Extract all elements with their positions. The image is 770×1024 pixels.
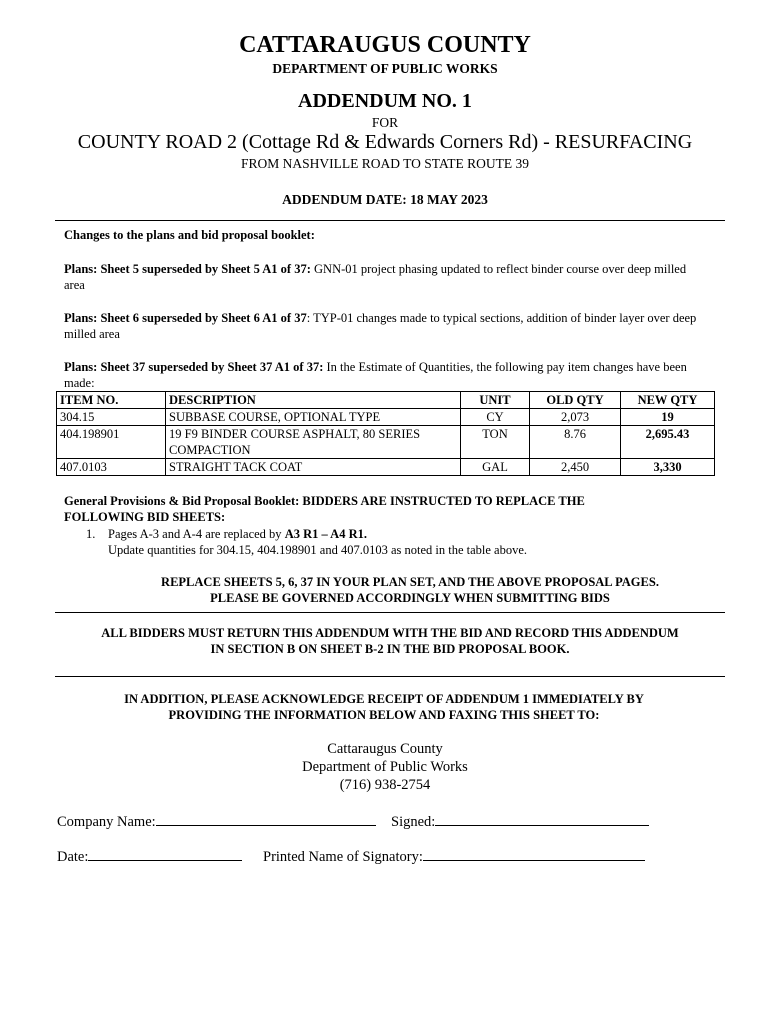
cell-description: 19 F9 BINDER COURSE ASPHALT, 80 SERIES COMPACTION: [166, 426, 461, 459]
project-limits: FROM NASHVILLE ROAD TO STATE ROUTE 39: [241, 156, 529, 171]
table-row: [57, 426, 715, 459]
cell-item: 304.15: [57, 409, 166, 426]
change-item-sheet5: [64, 261, 704, 293]
cell-item: 404.198901: [57, 426, 166, 459]
cell-unit: CY: [461, 409, 530, 426]
cell-unit: GAL: [461, 459, 530, 476]
change-item-text: : TYP-01 changes made to typical sections, addition of binder layer over deep milled area: [64, 311, 697, 341]
column-header-new-qty: NEW QTY: [621, 392, 715, 409]
date-line[interactable]: [88, 848, 242, 861]
column-header-item: ITEM NO.: [57, 392, 166, 409]
acknowledge-line1: IN ADDITION, PLEASE ACKNOWLEDGE RECEIPT OF ADDENDUM 1 IMMEDIATELY BY: [124, 692, 644, 706]
company-name-field[interactable]: [57, 813, 376, 831]
return-notice-line2: IN SECTION B ON SHEET B-2 IN THE BID PROPOSAL BOOK.: [210, 642, 570, 656]
signed-label: Signed:: [391, 814, 436, 830]
contact-name: Cattaraugus County: [327, 741, 443, 757]
printed-name-line[interactable]: [423, 848, 645, 861]
signed-line[interactable]: [435, 813, 649, 826]
county-title: CATTARAUGUS COUNTY: [239, 32, 531, 58]
pay-item-table: [56, 391, 715, 476]
replace-sheets-line1: REPLACE SHEETS 5, 6, 37 IN YOUR PLAN SET, AND THE ABOVE PROPOSAL PAGES.: [161, 575, 659, 589]
changes-heading: Changes to the plans and bid proposal booklet:: [64, 228, 315, 242]
divider: [55, 676, 725, 677]
divider: [55, 612, 725, 613]
printed-name-label: Printed Name of Signatory:: [263, 849, 423, 865]
printed-name-field[interactable]: [263, 848, 645, 866]
change-item-lead: Plans: Sheet 6 superseded by Sheet 6 A1 of 37: [64, 311, 307, 325]
cell-old-qty: 8.76: [530, 426, 621, 459]
cell-new-qty: 3,330: [621, 459, 715, 476]
acknowledge-line2: PROVIDING THE INFORMATION BELOW AND FAXING THIS SHEET TO:: [168, 708, 600, 722]
change-item-text: GNN-01 project phasing updated to reflect binder course over deep milled area: [64, 262, 687, 292]
return-notice-line1: ALL BIDDERS MUST RETURN THIS ADDENDUM WITH THE BID AND RECORD THIS ADDENDUM: [101, 626, 679, 640]
cell-unit: TON: [461, 426, 530, 459]
cell-description: SUBBASE COURSE, OPTIONAL TYPE: [166, 409, 461, 426]
replace-sheets-line2: PLEASE BE GOVERNED ACCORDINGLY WHEN SUBMITTING BIDS: [210, 591, 610, 605]
project-title: COUNTY ROAD 2 (Cottage Rd & Edwards Corners Rd) - RESURFACING: [77, 131, 693, 153]
cell-old-qty: 2,073: [530, 409, 621, 426]
company-name-line[interactable]: [156, 813, 376, 826]
addendum-title: ADDENDUM NO. 1: [298, 90, 472, 112]
cell-description: STRAIGHT TACK COAT: [166, 459, 461, 476]
change-item-lead: Plans: Sheet 37 superseded by Sheet 37 A1 of 37:: [64, 360, 324, 374]
table-row: [57, 409, 715, 426]
signed-field[interactable]: [391, 813, 649, 831]
date-field[interactable]: [57, 848, 242, 866]
contact-phone: (716) 938-2754: [339, 777, 431, 793]
cell-old-qty: 2,450: [530, 459, 621, 476]
addendum-date: ADDENDUM DATE: 18 MAY 2023: [282, 192, 488, 207]
table-row: [57, 459, 715, 476]
table-header-row: [57, 392, 715, 409]
contact-department: Department of Public Works: [302, 759, 468, 775]
column-header-unit: UNIT: [461, 392, 530, 409]
general-provisions-intro: General Provisions & Bid Proposal Booklet: BIDDERS ARE INSTRUCTED TO REPLACE THE FOLLOWING BID SHEETS:: [64, 494, 585, 524]
cell-new-qty: 2,695.43: [621, 426, 715, 459]
for-label: FOR: [371, 115, 399, 130]
list-item-replacement: A3 R1 – A4 R1.: [284, 527, 367, 541]
change-item-sheet6: [64, 310, 704, 342]
list-number: 1.: [86, 527, 96, 541]
date-label: Date:: [57, 849, 89, 865]
change-item-lead: Plans: Sheet 5 superseded by Sheet 5 A1 of 37:: [64, 262, 311, 276]
list-item-text: Pages A-3 and A-4 are replaced by: [108, 527, 285, 541]
cell-item: 407.0103: [57, 459, 166, 476]
department-title: DEPARTMENT OF PUBLIC WORKS: [272, 61, 498, 76]
column-header-old-qty: OLD QTY: [530, 392, 621, 409]
column-header-description: DESCRIPTION: [166, 392, 461, 409]
list-item-pages: [108, 526, 708, 542]
list-item-update-note: Update quantities for 304.15, 404.198901 and 407.0103 as noted in the table above.: [108, 543, 528, 557]
change-item-text: In the Estimate of Quantities, the following pay item changes have been made:: [64, 360, 687, 390]
cell-new-qty: 19: [621, 409, 715, 426]
company-name-label: Company Name:: [57, 814, 156, 830]
divider: [55, 220, 725, 221]
change-item-sheet37: [64, 359, 704, 391]
